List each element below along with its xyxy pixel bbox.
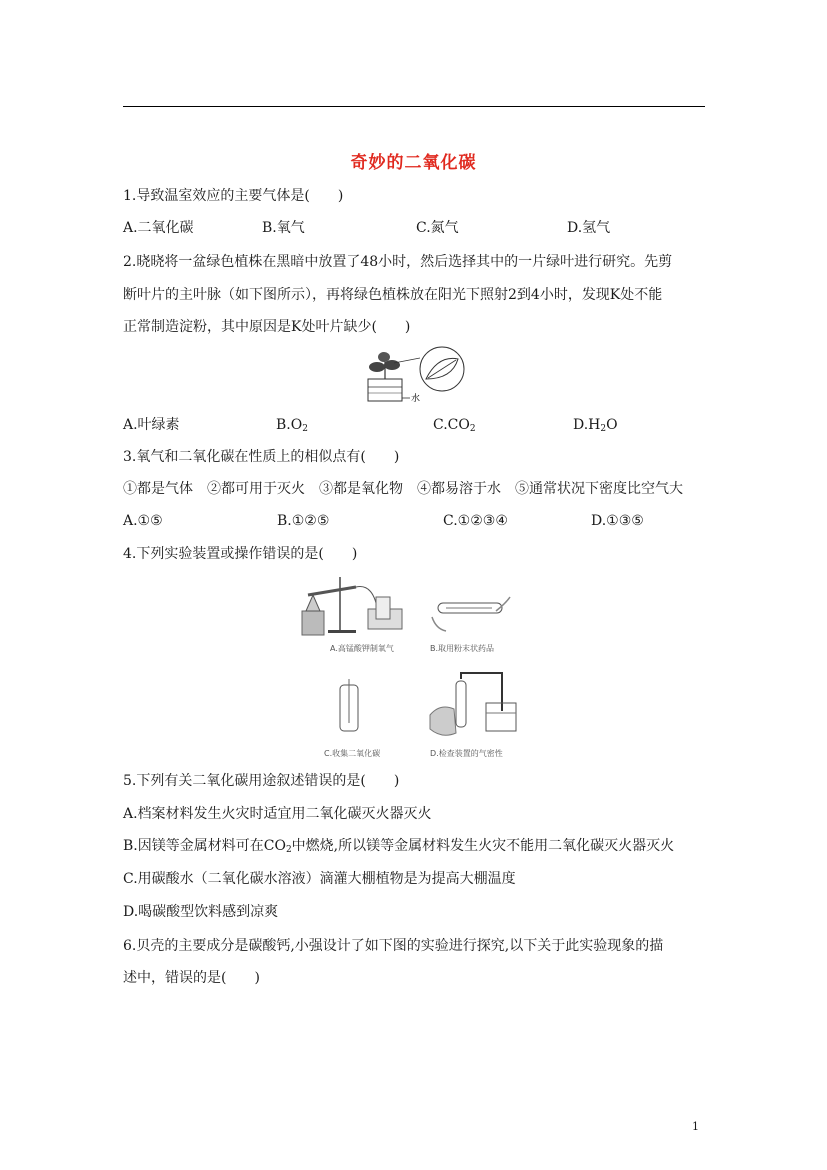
q5-option-a: A.档案材料发生火灾时适宜用二氧化碳灭火器灭火 <box>123 806 432 822</box>
q2-line-2: 断叶片的主叶脉（如下图所示），再将绿色植株放在阳光下照射2到4小时，发现K处不能 <box>123 287 663 303</box>
caption-a: A.高锰酸钾制氧气 <box>330 644 394 653</box>
apparatus-b <box>430 597 510 653</box>
q2-option-b: $B.O_2$ <box>276 417 308 434</box>
q3-stem: 3.氧气和二氧化碳在性质上的相似点有( ) <box>123 449 400 465</box>
q1-option-b: B.氧气 <box>262 220 305 236</box>
q2-line-1: 2.晓晓将一盆绿色植株在黑暗中放置了48小时，然后选择其中的一片绿叶进行研究。先剪 <box>123 254 673 270</box>
q3-items: ①都是气体 ②都可用于灭火 ③都是氧化物 ④都易溶于水 ⑤通常状况下密度比空气大 <box>123 481 683 497</box>
q1-stem: 1.导致温室效应的主要气体是( ) <box>123 188 344 204</box>
q5-stem: 5.下列有关二氧化碳用途叙述错误的是( ) <box>123 773 400 789</box>
q2-option-a: A.叶绿素 <box>123 417 180 433</box>
q5-option-c: C.用碳酸水（二氧化碳水溶液）滴灌大棚植物是为提高大棚温度 <box>123 871 516 887</box>
q3-option-d: D.①③⑤ <box>591 513 644 529</box>
q5-option-d: D.喝碳酸型饮料感到凉爽 <box>123 904 279 920</box>
q3-option-b: B.①②⑤ <box>277 513 330 529</box>
q4-stem: 4.下列实验装置或操作错误的是( ) <box>123 546 358 562</box>
apparatus-c <box>324 679 380 758</box>
caption-b: B.取用粉末状药品 <box>430 644 495 653</box>
q6-line-1: 6.贝壳的主要成分是碳酸钙,小强设计了如下图的实验进行探究,以下关于此实验现象的描 <box>123 938 664 954</box>
q1-option-a: A.二氧化碳 <box>123 220 194 236</box>
q2-option-d: $D.H_2O$ <box>573 417 618 434</box>
q1-option-c: C.氮气 <box>416 220 459 236</box>
apparatus-d <box>430 673 516 758</box>
q3-option-c: C.①②③④ <box>443 513 508 529</box>
header-rule <box>123 106 705 107</box>
q1-option-d: D.氢气 <box>567 220 611 236</box>
plant-leaf-figure <box>358 343 468 407</box>
page-title: 奇妙的二氧化碳 <box>350 153 477 173</box>
q2-line-3: 正常制造淀粉，其中原因是K处叶片缺少( ) <box>123 319 411 335</box>
q5-option-b: B.因镁等金属材料可在$CO_2$中燃烧,所以镁等金属材料发生火灾不能用二氧化碳灭火器灭火 <box>123 838 675 855</box>
caption-d: D.检查装置的气密性 <box>430 749 503 758</box>
q2-option-c: $C.CO_2$ <box>433 417 476 434</box>
q6-line-2: 述中，错误的是( ) <box>123 970 260 986</box>
water-label: 水 <box>411 394 421 404</box>
lab-apparatus-figure <box>296 573 536 763</box>
apparatus-a <box>302 577 402 653</box>
page-number: 1 <box>692 1120 699 1133</box>
q3-option-a: A.①⑤ <box>123 513 163 529</box>
caption-c: C.收集二氧化碳 <box>324 749 381 758</box>
